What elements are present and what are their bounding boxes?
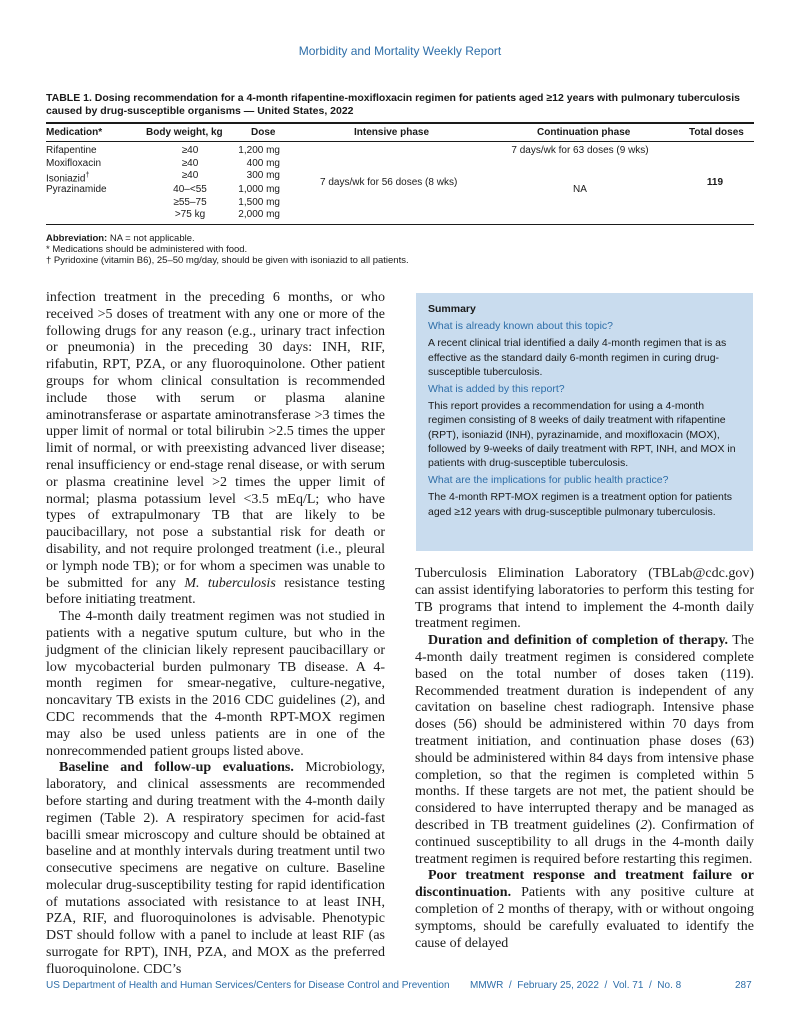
paragraph [46, 609, 385, 760]
table-abbreviation [46, 233, 195, 245]
paragraph [46, 290, 385, 609]
italic-text: M. tuberculosis [184, 575, 276, 591]
text: resistance testing before initiating treatment. [46, 575, 385, 608]
summary-box [416, 293, 753, 551]
table-footnote-star: * Medications should be administered with food. [46, 244, 248, 255]
weight-cell: >75 kg [174, 209, 206, 220]
col-header-medication: Medication* [46, 127, 103, 138]
abbreviation-text: NA = not applicable. [107, 233, 195, 244]
weight-cell: ≥40 [181, 145, 199, 156]
col-header-dose: Dose [251, 127, 276, 138]
col-header-weight: Body weight, kg [146, 127, 223, 138]
text: The 4-month daily treatment regimen is considered complete based on the total number of doses taken (119). Recommended treatment duration is independent of any cavitation on baseline chest radiograph. Intensive phase doses (56) should be administered within 70 days from treatment initiation, and continuation phase doses (63) should be administered within 84 days from intensive phase completion, so that the regimen is completed within 5 months. If these targets are not met, the patient should be considered to have interrupted therapy and be managed as described in TB treatment guidelines ( [415, 633, 754, 833]
text: Microbiology, laboratory, and clinical assessments are recommended before starting and during treatment with the 4-month daily regimen (Table 2). A respiratory specimen for acid-fast bacilli smear microscopy and culture should be obtained at baseline and at monthly intervals during treatment until two consecutive specimens are negative on culture. Baseline molecular drug-susceptibility testing for rapid identification of mutations associated with resistance to at least INH, PZA, RIF, and fluoroquinolones is advisable. Phenotypic DST should follow with a panel to include at least RIF (as surrogate for RPT), INH, PZA, and MOX as the preferred fluoroquinolone. CDC’s [46, 760, 385, 977]
table-footnote-dagger: † Pyridoxine (vitamin B6), 25–50 mg/day, should be given with isoniazid to all patients. [46, 255, 409, 266]
page-number: 287 [735, 980, 752, 991]
summary-title: Summary [428, 303, 476, 315]
table-bottom-rule [46, 224, 754, 225]
dose-cell: 400 mg [246, 157, 280, 169]
continuation-phase-cell: 7 days/wk for 63 doses (9 wks) [511, 145, 649, 156]
paragraph [415, 633, 754, 868]
reference-link[interactable]: 2 [345, 693, 353, 709]
footer-department: US Department of Health and Human Services/Centers for Disease Control and Prevention [46, 980, 450, 991]
journal-header: Morbidity and Mortality Weekly Report [298, 44, 502, 58]
text: Patients with any positive culture at completion of 2 months of therapy, with or without ongoing symptoms, should be carefully evaluated to identify the cause of delayed [415, 885, 754, 951]
dose-cell: 1,200 mg [238, 145, 280, 156]
summary-answer: The 4-month RPT-MOX regimen is a treatment option for patients aged ≥12 years with drug-susceptible pulmonary tuberculosis. [428, 491, 733, 518]
text: ), and CDC recommends that the 4-month RPT-MOX regimen may also be used unless patients are in one of the nonrecommended patient groups listed above. [46, 693, 385, 759]
continuation-phase-cell: NA [573, 184, 587, 195]
dagger-mark: † [85, 172, 90, 179]
paragraph: Tuberculosis Elimination Laboratory (TBLab@cdc.gov) can assist identifying laboratories to perform this testing for TB programs that intend to implement the 4-month daily treatment regimen. [415, 566, 754, 632]
summary-question: What are the implications for public health practice? [428, 474, 669, 487]
medication-name: Isoniazid [46, 173, 86, 185]
text: The 4-month daily treatment regimen was not studied in patients with a negative sputum culture, but who in the judgment of the clinician likely represent paucibacillary or low mycobacterial burden pulmonary TB disease. A 4-month regimen for smear-negative, culture-negative, noncavitary TB exists in the 2016 CDC guidelines ( [46, 609, 385, 709]
dose-cell: 300 mg [246, 170, 280, 181]
table-header-rule [46, 141, 754, 142]
medication-cell: Pyrazinamide [46, 184, 107, 195]
col-header-intensive: Intensive phase [354, 127, 430, 138]
medication-cell: Rifapentine [46, 145, 97, 156]
reference-link[interactable]: 2 [640, 817, 648, 833]
weight-cell: ≥40 [181, 157, 199, 169]
weight-cell: ≥40 [181, 170, 199, 181]
col-header-continuation: Continuation phase [537, 127, 631, 138]
weight-cell: 40–<55 [173, 184, 207, 195]
summary-answer: This report provides a recommendation for using a 4-month regimen consisting of 8 weeks of daily treatment with rifapentine (RPT), isoniazid (INH), pyrazinamide, and moxifloxacin (MOX), followed by 9-weeks of daily treatment with RPT, INH, and MOX in patients with drug-susceptible tuberculosis. [428, 400, 736, 470]
total-doses-cell: 119 [706, 177, 724, 188]
summary-question: What is already known about this topic? [428, 320, 614, 333]
col-header-total: Total doses [689, 127, 744, 138]
table-title: TABLE 1. Dosing recommendation for a 4-month rifapentine-moxifloxacin regimen for patients aged ≥12 years with pulmonary tuberculosis caused by drug-susceptible organisms — United States, 2022 [46, 92, 741, 117]
run-in-heading: Poor treatment response and treatment failure or discontinuation. [415, 868, 754, 901]
run-in-heading: Duration and definition of completion of therapy. [428, 633, 729, 649]
summary-question: What is added by this report? [428, 383, 565, 396]
weight-cell: ≥55–75 [173, 196, 207, 208]
left-column [46, 290, 385, 979]
right-column [415, 566, 754, 952]
dose-cell: 1,500 mg [238, 196, 280, 208]
paragraph [46, 760, 385, 978]
medication-cell: Moxifloxacin [46, 157, 102, 169]
text: ). Confirmation of continued susceptibility to all drugs in the 4-month daily treatment regimen is required before restarting this regimen. [415, 817, 754, 867]
dose-cell: 2,000 mg [238, 209, 280, 220]
summary-answer: A recent clinical trial identified a daily 4-month regimen that is as effective as the standard daily 6-month regimen in curing drug-susceptible tuberculosis. [428, 337, 727, 378]
text: infection treatment in the preceding 6 months, or who received >5 doses of treatment with any one or more of the following drugs for any reason (e.g., urinary tract infection or pneumonia) in the preceding 30 days: INH, RIF, rifabutin, RPT, PZA, or any fluoroquinolone. Other patient groups for whom clinical consultation is recommended include those with serum or plasma alanine aminotransferase or aspartate aminotransferase >3 times the upper limit of normal or total bilirubin >2.5 times the upper limit of normal, or with preexisting advanced liver disease; renal insufficiency or end-stage renal disease, or with serum or plasma creatinine level >2 times the upper limit of normal; plasma potassium level <3.5 mEq/L; who have types of extrapulmonary TB that are likely to be paucibacillary, not pose a substantial risk for death or disability, and not require prolonged treatment (i.e., pleural or lymph node TB); or for whom a specimen was unable to be submitted for any [46, 290, 385, 591]
paragraph [415, 868, 754, 952]
abbreviation-label: Abbreviation: [46, 233, 108, 244]
run-in-heading: Baseline and follow-up evaluations. [59, 760, 294, 776]
dose-cell: 1,000 mg [238, 184, 280, 195]
footer-issue: MMWR / February 25, 2022 / Vol. 71 / No. 8 [470, 980, 682, 991]
intensive-phase-cell: 7 days/wk for 56 doses (8 wks) [320, 177, 458, 188]
table-top-rule [46, 122, 754, 124]
